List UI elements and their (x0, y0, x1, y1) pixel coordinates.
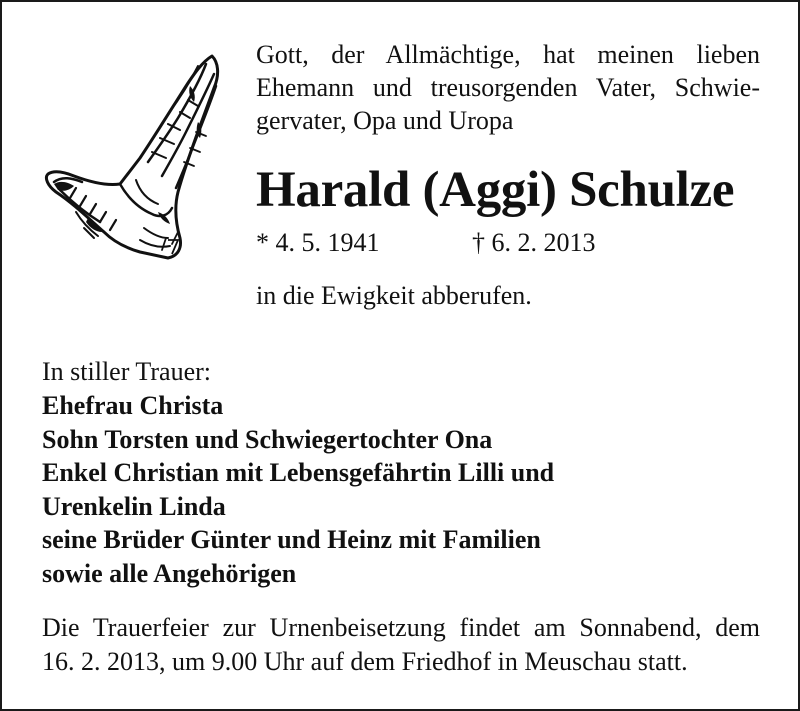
family-member: Sohn Torsten und Schwiegertochter Ona (42, 424, 493, 454)
family-member: seine Brüder Günter und Heinz mit Familien (42, 525, 541, 555)
intro-line: Gott, der Allmächtige, hat meinen lieben (256, 40, 760, 69)
family-member: sowie alle Angehörigen (42, 558, 297, 588)
intro-text (256, 38, 760, 137)
intro-line: Ehemann und treusorgenden Vater, Schwie- (256, 73, 760, 102)
family-member: Urenkelin Linda (42, 491, 226, 521)
mourning-heading: In stiller Trauer: (42, 357, 211, 386)
deceased-name: Harald (Aggi) Schulze (256, 162, 735, 218)
death-date: † 6. 2. 2013 (472, 228, 596, 257)
service-line: 16. 2. 2013, um 9.00 Uhr auf dem Friedhof in Meuschau statt. (42, 647, 688, 676)
family-member: Ehefrau Christa (42, 391, 224, 420)
service-line: Die Trauerfeier zur Urnenbeisetzung findet am Sonnabend, dem (42, 613, 760, 642)
intro-line: gervater, Opa und Uropa (256, 106, 514, 135)
eternity-text: in die Ewigkeit abberufen. (256, 281, 532, 310)
funeral-service-text (42, 611, 760, 679)
family-member: Enkel Christian mit Lebensgefährtin Lilli und (42, 458, 555, 488)
praying-hands-icon (40, 52, 230, 262)
birth-date: * 4. 5. 1941 (256, 228, 380, 257)
mourners-section (42, 355, 762, 591)
